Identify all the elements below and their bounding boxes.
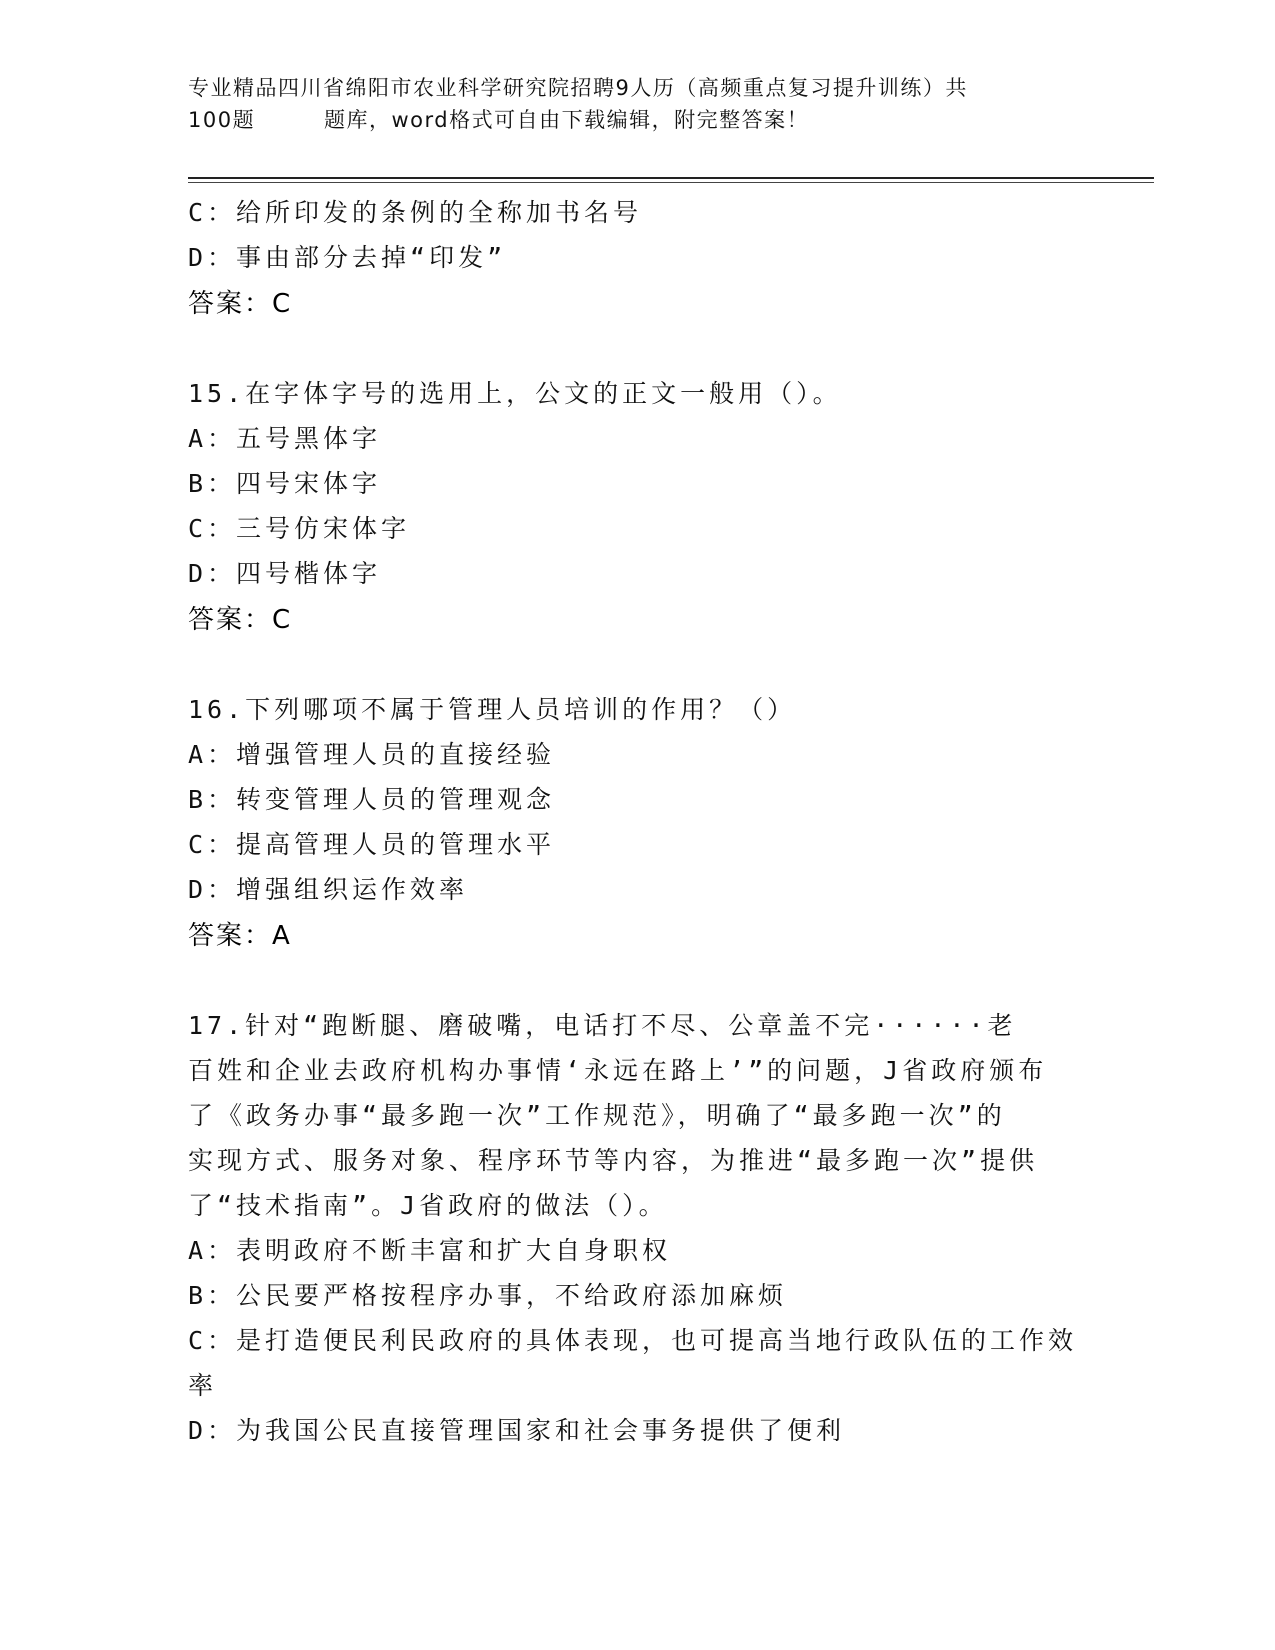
q15-option-b: B：四号宋体字 xyxy=(188,469,382,498)
q17-question-line-3: 了《政务办事“最多跑一次”工作规范》，明确了“最多跑一次”的 xyxy=(188,1101,1006,1130)
q17-option-c-line-1: C：是打造便民利民政府的具体表现，也可提高当地行政队伍的工作效 xyxy=(188,1326,1078,1355)
header-divider-thin xyxy=(188,182,1154,183)
q16-option-d: D：增强组织运作效率 xyxy=(188,875,469,904)
q17-option-a: A：表明政府不断丰富和扩大自身职权 xyxy=(188,1236,672,1265)
q16-answer: 答案：A xyxy=(188,921,292,951)
spacer xyxy=(188,644,1088,687)
q17-option-b: B：公民要严格按程序办事，不给政府添加麻烦 xyxy=(188,1281,788,1310)
q15-option-a: A：五号黑体字 xyxy=(188,424,382,453)
q16-option-b: B：转变管理人员的管理观念 xyxy=(188,785,556,814)
spacer xyxy=(188,960,1088,1003)
header-line-2 xyxy=(188,104,1068,136)
q14-answer: 答案：C xyxy=(188,289,293,319)
header-question-count: 100题 xyxy=(188,108,256,132)
q16-option-c: C：提高管理人员的管理水平 xyxy=(188,830,556,859)
header-line-2-text: 题库，word格式可自由下载编辑，附完整答案！ xyxy=(324,108,810,132)
q14-option-d: D：事由部分去掉“印发” xyxy=(188,243,507,272)
header-line-1: 专业精品四川省绵阳市农业科学研究院招聘9人历（高频重点复习提升训练）共 xyxy=(188,76,968,100)
q15-option-c: C：三号仿宋体字 xyxy=(188,514,411,543)
header-divider-thick xyxy=(188,177,1154,179)
q17-option-d: D：为我国公民直接管理国家和社会事务提供了便利 xyxy=(188,1416,846,1445)
q16-option-a: A：增强管理人员的直接经验 xyxy=(188,740,556,769)
q17-question-line-5: 了“技术指南”。J省政府的做法（）。 xyxy=(188,1191,668,1220)
q16-question: 16.下列哪项不属于管理人员培训的作用？（） xyxy=(188,695,797,724)
spacer xyxy=(188,328,1088,371)
q17-question-line-4: 实现方式、服务对象、程序环节等内容，为推进“最多跑一次”提供 xyxy=(188,1146,1039,1175)
q15-option-d: D：四号楷体字 xyxy=(188,559,382,588)
document-header xyxy=(188,72,1068,136)
q17-question-line-2: 百姓和企业去政府机构办事情‘永远在路上’”的问题，J省政府颁布 xyxy=(188,1056,1048,1085)
q17-option-c-line-2: 率 xyxy=(188,1371,218,1400)
document-body xyxy=(188,190,1088,1453)
q15-question: 15.在字体字号的选用上，公文的正文一般用（）。 xyxy=(188,379,842,408)
q14-option-c: C：给所印发的条例的全称加书名号 xyxy=(188,198,643,227)
q15-answer: 答案：C xyxy=(188,605,293,635)
q17-question-line-1: 17.针对“跑断腿、磨破嘴，电话打不尽、公章盖不完······老 xyxy=(188,1011,1017,1040)
